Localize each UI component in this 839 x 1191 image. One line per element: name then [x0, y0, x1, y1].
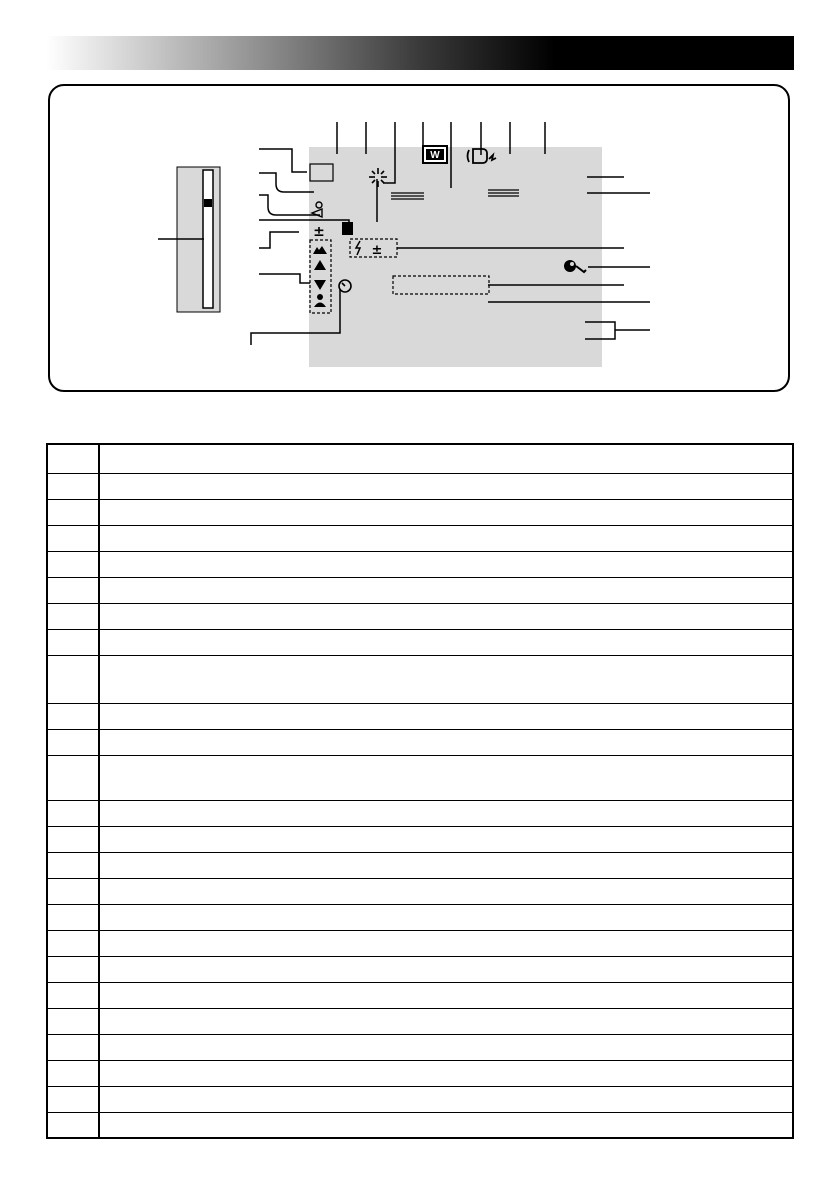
table-row [47, 1034, 793, 1060]
table-row [47, 1060, 793, 1086]
legend-table [46, 443, 794, 1139]
exposure-icon [313, 224, 325, 240]
row-number [47, 1008, 99, 1034]
row-number [47, 982, 99, 1008]
svg-text:±: ± [313, 224, 325, 240]
row-description [99, 800, 793, 826]
display-diagram-drawing [0, 0, 839, 400]
row-number [47, 577, 99, 603]
row-description [99, 444, 793, 473]
row-number [47, 755, 99, 800]
row-description [99, 930, 793, 956]
lcd-screen [309, 147, 602, 367]
row-number [47, 826, 99, 852]
row-description [99, 956, 793, 982]
row-description [99, 755, 793, 800]
table-row [47, 729, 793, 755]
table-row [47, 956, 793, 982]
row-number [47, 473, 99, 499]
table-row [47, 878, 793, 904]
row-description [99, 852, 793, 878]
row-number [47, 551, 99, 577]
row-number [47, 629, 99, 655]
table-row [47, 982, 793, 1008]
table-row [47, 551, 793, 577]
table-row [47, 603, 793, 629]
row-number [47, 852, 99, 878]
table-row [47, 1112, 793, 1138]
table-row [47, 800, 793, 826]
zoom-bar-icon [158, 167, 220, 312]
table-row [47, 444, 793, 473]
row-number [47, 930, 99, 956]
row-description [99, 577, 793, 603]
row-number [47, 1112, 99, 1138]
svg-text:W: W [430, 150, 440, 161]
table-row [47, 826, 793, 852]
row-description [99, 499, 793, 525]
row-number [47, 878, 99, 904]
row-description [99, 982, 793, 1008]
row-description [99, 878, 793, 904]
row-number [47, 1086, 99, 1112]
table-row [47, 499, 793, 525]
row-description [99, 1034, 793, 1060]
table-row [47, 473, 793, 499]
table-row [47, 655, 793, 703]
battery-icon [342, 222, 353, 235]
row-description [99, 826, 793, 852]
row-number [47, 800, 99, 826]
row-number [47, 1060, 99, 1086]
table-row [47, 629, 793, 655]
row-description [99, 473, 793, 499]
row-number [47, 1034, 99, 1060]
row-number [47, 956, 99, 982]
row-number [47, 444, 99, 473]
row-description [99, 551, 793, 577]
row-number [47, 703, 99, 729]
row-description [99, 729, 793, 755]
table-row [47, 852, 793, 878]
row-description [99, 1008, 793, 1034]
row-description [99, 603, 793, 629]
table-row [47, 930, 793, 956]
table-row [47, 525, 793, 551]
row-description [99, 1060, 793, 1086]
row-description [99, 703, 793, 729]
table-row [47, 1086, 793, 1112]
row-number [47, 729, 99, 755]
wide-mode-icon [423, 146, 447, 163]
svg-text:±: ± [371, 243, 383, 258]
row-description [99, 904, 793, 930]
row-number [47, 525, 99, 551]
row-description [99, 629, 793, 655]
row-description [99, 655, 793, 703]
row-description [99, 1086, 793, 1112]
row-number [47, 603, 99, 629]
table-row [47, 703, 793, 729]
table-row [47, 577, 793, 603]
row-number [47, 655, 99, 703]
table-row [47, 1008, 793, 1034]
row-description [99, 525, 793, 551]
row-number [47, 904, 99, 930]
table-row [47, 755, 793, 800]
row-number [47, 499, 99, 525]
table-row [47, 904, 793, 930]
row-description [99, 1112, 793, 1138]
